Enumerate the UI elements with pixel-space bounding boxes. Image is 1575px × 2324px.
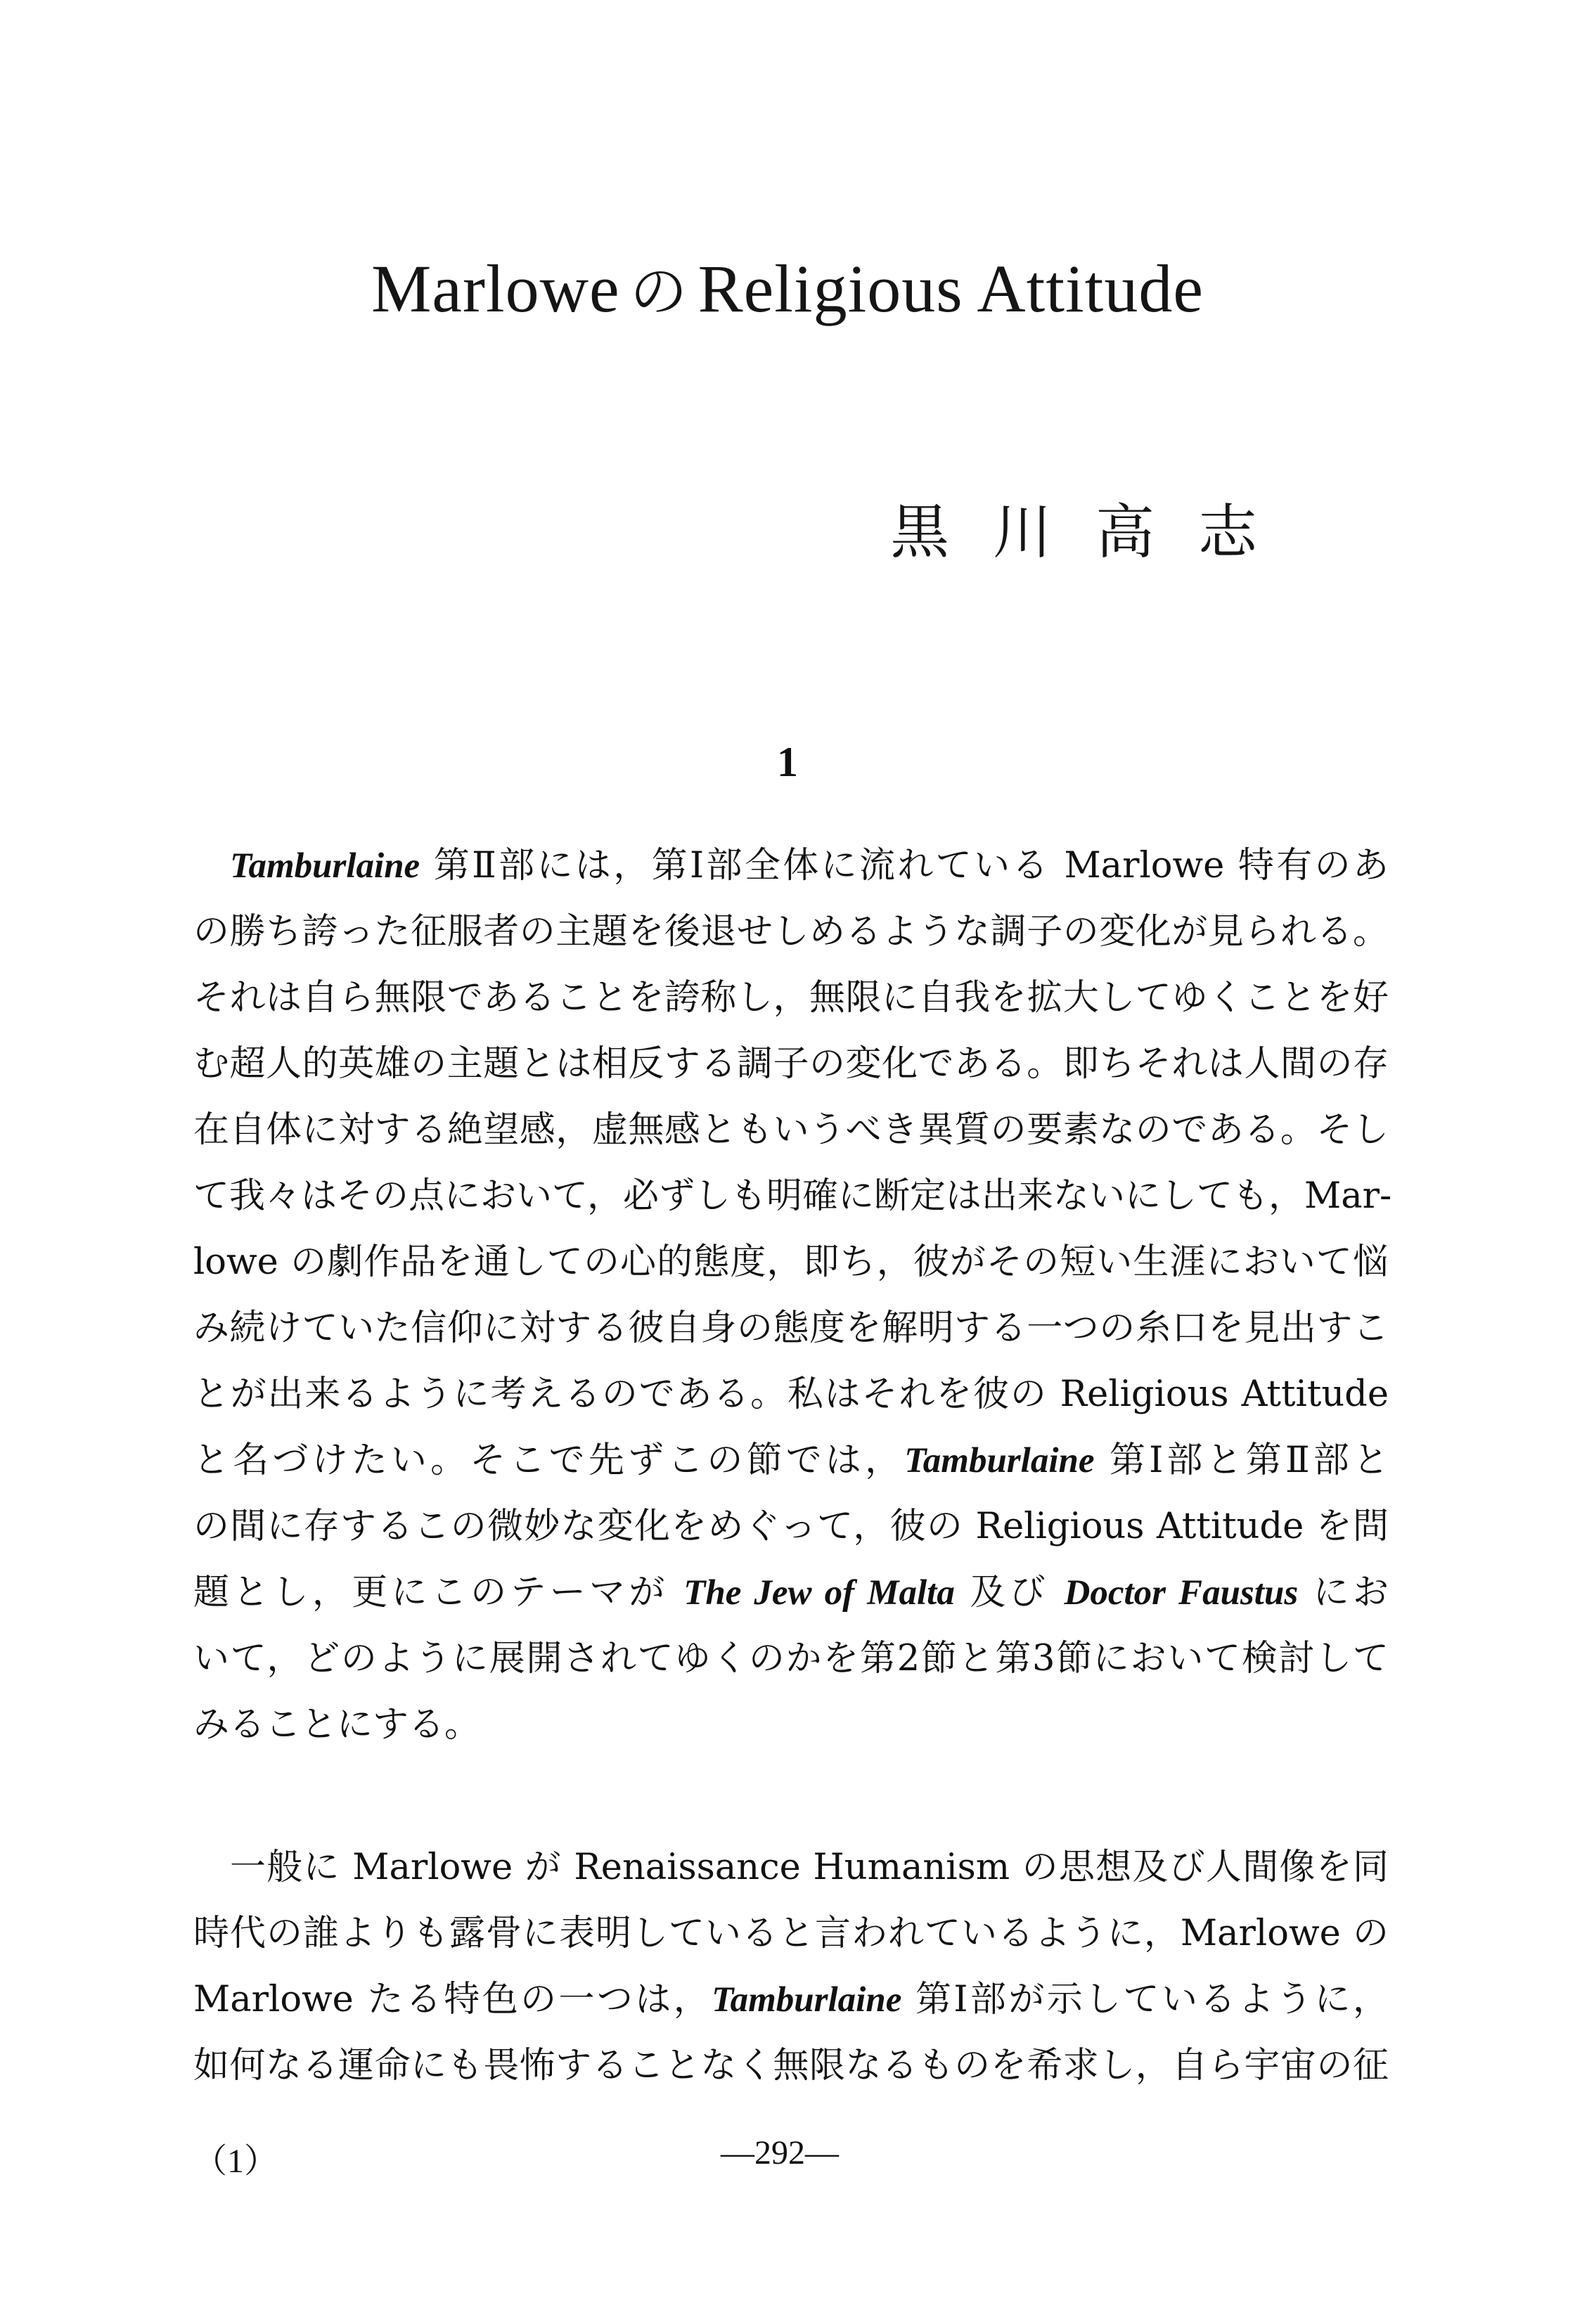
text-line: とが出来るように考えるのである。私はそれを彼の Religious Attitude [193, 1374, 1389, 1415]
text-line: Marlowe たる特色の一つは，Tamburlaine 第Ⅰ部が示しているように， [193, 1979, 1389, 2020]
paragraph-1 [193, 833, 1392, 1758]
work-title: Doctor Faustus [1064, 1573, 1299, 1613]
text-line: 時代の誰よりも露骨に表明していると言われているように，Marlowe の [193, 1913, 1389, 1954]
article-page-number: （1） [193, 2143, 278, 2180]
text-line: の勝ち誇った征服者の主題を後退せしめるような調子の変化が見られる。 [193, 911, 1389, 953]
title-particle: の [629, 260, 688, 324]
paper-title [0, 246, 1575, 328]
text-line: lowe の劇作品を通しての心的態度，即ち，彼がその短い生涯において悩 [193, 1241, 1389, 1283]
work-title: Tamburlaine [904, 1441, 1095, 1480]
work-title: The Jew of Malta [683, 1573, 955, 1613]
author-name: 黒川高志 [889, 498, 1301, 567]
title-name: Marlowe [371, 251, 620, 326]
journal-page-number: —292— [721, 2134, 839, 2171]
text-line: 一般に Marlowe が Renaissance Humanism の思想及び人間像を同 [230, 1847, 1389, 1888]
text-line: 題とし，更にこのテーマが The Jew of Malta 及び Doctor Faustus にお [193, 1572, 1389, 1613]
text-line: て我々はその点において，必ずしも明確に断定は出来ないにしても，Mar- [193, 1175, 1392, 1217]
work-title: Tamburlaine [230, 846, 420, 886]
text-line: み続けていた信仰に対する彼自身の態度を解明する一つの糸口を見出すこ [193, 1308, 1389, 1349]
work-title: Tamburlaine [712, 1980, 902, 2020]
section-number: 1 [777, 739, 798, 785]
title-subject: Religious Attitude [698, 251, 1204, 326]
text-line: 如何なる運命にも畏怖することなく無限なるものを希求し，自ら宇宙の征 [193, 2045, 1389, 2086]
text-line: む超人的英雄の主題とは相反する調子の変化である。即ちそれは人間の存 [193, 1043, 1389, 1085]
text-line: の間に存するこの微妙な変化をめぐって，彼の Religious Attitude を問 [193, 1506, 1389, 1547]
text-line: と名づけたい。そこで先ずこの節では，Tamburlaine 第Ⅰ部と第Ⅱ部と [193, 1440, 1389, 1481]
text-line: 在自体に対する絶望感，虚無感ともいうべき異質の要素なのである。そし [193, 1109, 1389, 1151]
text-line: Tamburlaine 第Ⅱ部には，第Ⅰ部全体に流れている Marlowe 特有のあ [230, 845, 1389, 886]
text-line: それは自ら無限であることを誇称し，無限に自我を拡大してゆくことを好 [193, 977, 1389, 1019]
paragraph-2 [193, 1835, 1389, 2099]
text-line: みることにする。 [193, 1704, 481, 1745]
text-line: いて，どのように展開されてゆくのかを第2節と第3節において検討して [193, 1638, 1389, 1679]
